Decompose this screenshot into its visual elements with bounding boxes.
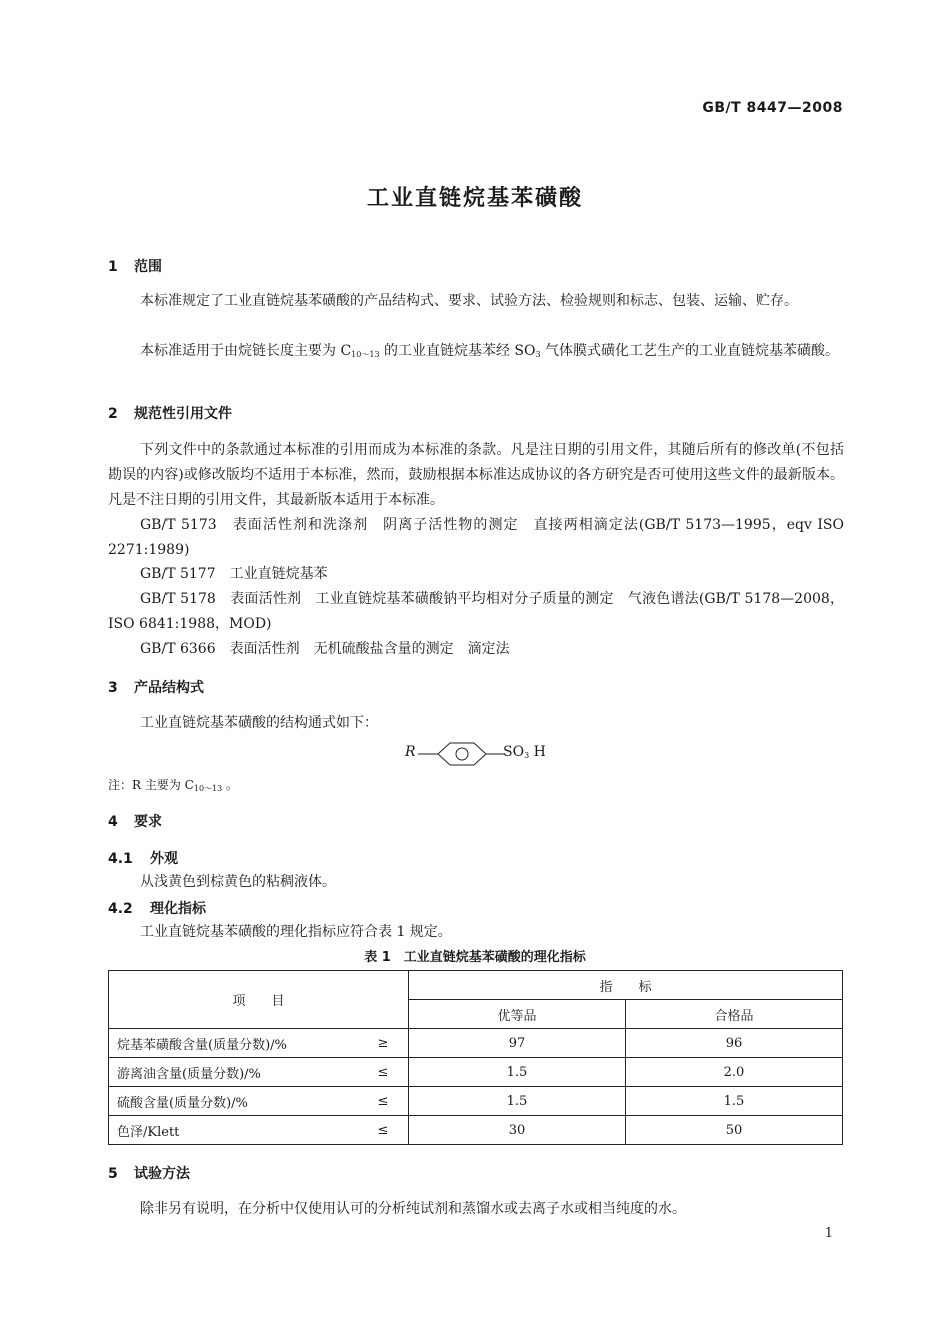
table-header-qualified: 合格品 <box>626 1000 843 1029</box>
standard-code: GB/T 8447—2008 <box>702 100 843 116</box>
subsection-4-1-heading: 4.1 外观 <box>108 851 178 867</box>
reference-gbt5177: GB/T 5177 工业直链烷基苯 <box>140 566 328 582</box>
section-4-heading <box>108 811 162 831</box>
reference-gbt5173: GB/T 5173 表面活性剂和洗涤剂 阴离子活性物的测定 直接两相滴定法(GB/T 5173—1995，eqv ISO 2271:1989) <box>108 517 844 558</box>
table-header-item: 项 目 <box>109 971 409 1029</box>
table-row: 色泽/Klett ≤ 30 50 <box>109 1116 843 1145</box>
specification-table <box>108 970 843 1145</box>
section-number: 5 <box>108 1166 118 1182</box>
table-row: 游离油含量(质量分数)/% ≤ 1.5 2.0 <box>109 1058 843 1087</box>
section-3-heading <box>108 677 204 697</box>
reference-gbt6366: GB/T 6366 表面活性剂 无机硫酸盐含量的测定 滴定法 <box>140 641 510 657</box>
section-number: 3 <box>108 680 118 696</box>
scope-paragraph-1: 本标准规定了工业直链烷基苯磺酸的产品结构式、要求、试验方法、检验规则和标志、包装、运输、贮存。 <box>140 293 798 309</box>
section-number: 2 <box>108 406 118 422</box>
section-title: 范围 <box>134 259 162 275</box>
scope-paragraph-2: 本标准适用于由烷链长度主要为 $C_{10\sim 13}$ 的工业直链烷基苯经 $SO_3$ 气体膜式磺化工艺生产的工业直链烷基苯磺酸。 <box>140 343 840 359</box>
structural-formula <box>405 740 555 768</box>
section-title: 规范性引用文件 <box>134 406 232 422</box>
document-title: 工业直链烷基苯磺酸 <box>366 186 583 211</box>
formula-r: R <box>405 744 416 760</box>
reference-gbt5178: GB/T 5178 表面活性剂 工业直链烷基苯磺酸钠平均相对分子质量的测定 气液色谱法(GB/T 5178—2008，ISO 6841:1988，MOD) <box>108 591 844 632</box>
physicochemical-text: 工业直链烷基苯磺酸的理化指标应符合表 1 规定。 <box>140 924 452 940</box>
section-5-heading <box>108 1163 190 1183</box>
section-number: 1 <box>108 259 118 275</box>
page-number: 1 <box>824 1226 833 1241</box>
table-row: 烷基苯磺酸含量(质量分数)/% ≥ 97 96 <box>109 1029 843 1058</box>
benzene-ring-icon <box>418 740 508 768</box>
section-title: 产品结构式 <box>134 680 204 696</box>
normative-intro: 下列文件中的条款通过本标准的引用而成为本标准的条款。凡是注日期的引用文件，其随后所有的修改单(不包括勘误的内容)或修改版均不适用于本标准，然而，鼓励根据本标准达成协议的各方研究是否可使用这些文件的最新版本。凡是不注日期的引用文件，其最新版本适用于本标准。 <box>108 442 844 508</box>
structure-note: 注：R 主要为 $C_{10\sim 13}$ 。 <box>108 778 239 793</box>
table-header-index: 指 标 <box>409 971 843 1000</box>
section-title: 试验方法 <box>134 1166 190 1182</box>
section-1-heading <box>108 256 162 276</box>
test-method-text: 除非另有说明，在分析中仅使用认可的分析纯试剂和蒸馏水或去离子水或相当纯度的水。 <box>140 1201 686 1217</box>
table-row: 硫酸含量(质量分数)/% ≤ 1.5 1.5 <box>109 1087 843 1116</box>
section-title: 要求 <box>134 814 162 830</box>
section-2-heading <box>108 403 232 423</box>
table-header-premium: 优等品 <box>409 1000 626 1029</box>
appearance-text: 从浅黄色到棕黄色的粘稠液体。 <box>140 874 336 890</box>
section-number: 4 <box>108 814 118 830</box>
formula-so3h: $SO_3$ H <box>503 744 546 760</box>
table-caption: 表 1 工业直链烷基苯磺酸的理化指标 <box>364 950 586 965</box>
structure-text: 工业直链烷基苯磺酸的结构通式如下： <box>140 715 378 731</box>
subsection-4-2-heading: 4.2 理化指标 <box>108 901 206 917</box>
